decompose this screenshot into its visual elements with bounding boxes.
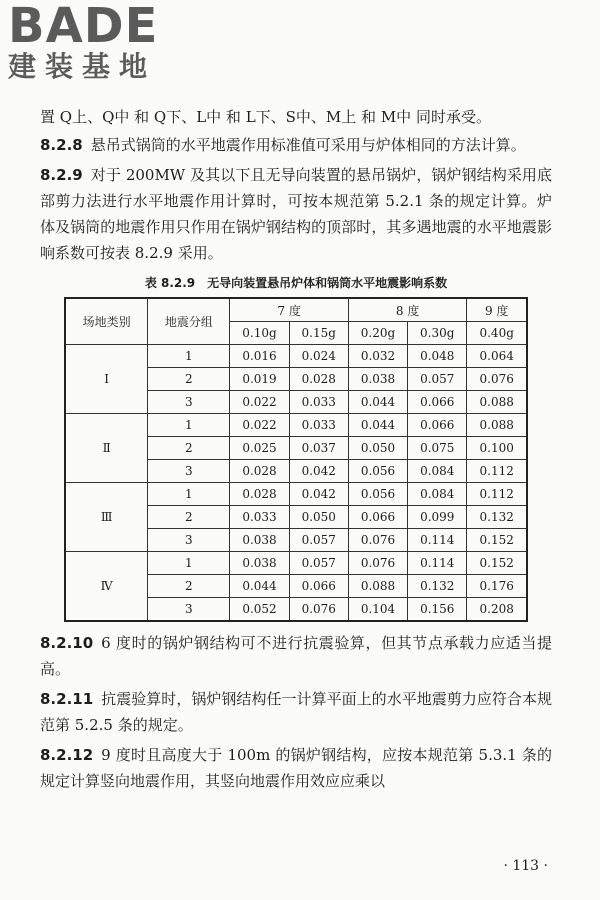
value-cell: 0.114 [408,552,467,575]
value-cell: 0.064 [467,345,527,368]
group-cell: 1 [148,552,230,575]
value-cell: 0.084 [408,460,467,483]
value-cell: 0.132 [408,575,467,598]
table-row [65,483,527,506]
value-cell: 0.057 [289,529,348,552]
value-cell: 0.050 [289,506,348,529]
value-cell: 0.066 [408,391,467,414]
clause-number: 8.2.8 [40,136,83,154]
value-cell: 0.016 [230,345,289,368]
clause-number: 8.2.9 [40,166,83,184]
publisher-logo [8,2,178,82]
header-accel: 0.15g [289,322,348,345]
group-cell: 3 [148,529,230,552]
value-cell: 0.076 [348,529,407,552]
clause-text: 对于 200MW 及其以下且无导向装置的悬吊锅炉，锅炉钢结构采用底部剪力法进行水平地震作用计算时，可按本规范第 5.2.1 条的规定计算。炉体及锅筒的地震作用只作用在锅炉钢结构的顶部时，其多遇地震的水平地震影响系数可按表 8.2.9 采用。 [40,166,552,262]
value-cell: 0.052 [230,598,289,622]
value-cell: 0.028 [230,483,289,506]
value-cell: 0.088 [467,414,527,437]
value-cell: 0.033 [289,391,348,414]
value-cell: 0.066 [289,575,348,598]
value-cell: 0.100 [467,437,527,460]
group-cell: 2 [148,368,230,391]
clause-8-2-12 [40,742,552,794]
value-cell: 0.076 [348,552,407,575]
value-cell: 0.208 [467,598,527,622]
group-cell: 2 [148,506,230,529]
value-cell: 0.099 [408,506,467,529]
value-cell: 0.050 [348,437,407,460]
value-cell: 0.028 [230,460,289,483]
value-cell: 0.044 [348,414,407,437]
value-cell: 0.019 [230,368,289,391]
clause-text: 抗震验算时，锅炉钢结构任一计算平面上的水平地震剪力应符合本规范第 5.2.5 条的规定。 [40,690,552,734]
value-cell: 0.156 [408,598,467,622]
value-cell: 0.042 [289,460,348,483]
value-cell: 0.066 [348,506,407,529]
value-cell: 0.038 [230,529,289,552]
group-cell: 2 [148,437,230,460]
group-cell: 2 [148,575,230,598]
clause-8-2-8 [40,132,552,158]
clause-8-2-10 [40,630,552,682]
site-class-cell: Ⅱ [65,414,148,483]
value-cell: 0.076 [289,598,348,622]
header-accel: 0.30g [408,322,467,345]
value-cell: 0.066 [408,414,467,437]
value-cell: 0.032 [348,345,407,368]
value-cell: 0.038 [348,368,407,391]
header-intensity-7: 7 度 [230,298,349,322]
clause-8-2-9 [40,162,552,266]
value-cell: 0.152 [467,529,527,552]
table-row [65,345,527,368]
value-cell: 0.056 [348,460,407,483]
value-cell: 0.057 [289,552,348,575]
logo-subtitle: 建装基地 [8,50,157,83]
value-cell: 0.038 [230,552,289,575]
value-cell: 0.025 [230,437,289,460]
clause-text: 悬吊式锅筒的水平地震作用标准值可采用与炉体相同的方法计算。 [90,136,526,154]
header-intensity-8: 8 度 [348,298,467,322]
clause-text: 6 度时的锅炉钢结构可不进行抗震验算，但其节点承载力应适当提高。 [40,634,552,678]
value-cell: 0.048 [408,345,467,368]
group-cell: 3 [148,391,230,414]
value-cell: 0.028 [289,368,348,391]
group-cell: 1 [148,414,230,437]
value-cell: 0.044 [230,575,289,598]
continuation-paragraph: 置 Q上、Q中 和 Q下、L中 和 L下、S中、M上 和 M中 同时承受。 [40,108,491,126]
clause-number: 8.2.11 [40,690,94,708]
value-cell: 0.104 [348,598,407,622]
value-cell: 0.033 [230,506,289,529]
logo-wordmark: BADE [8,0,159,54]
header-accel: 0.20g [348,322,407,345]
value-cell: 0.042 [289,483,348,506]
site-class-cell: Ⅲ [65,483,148,552]
group-cell: 3 [148,460,230,483]
value-cell: 0.176 [467,575,527,598]
clause-number: 8.2.10 [40,634,94,652]
value-cell: 0.152 [467,552,527,575]
value-cell: 0.132 [467,506,527,529]
table-row [65,552,527,575]
value-cell: 0.112 [467,483,527,506]
value-cell: 0.114 [408,529,467,552]
site-class-cell: Ⅰ [65,345,148,414]
value-cell: 0.022 [230,414,289,437]
value-cell: 0.044 [348,391,407,414]
seismic-coefficient-table [64,297,528,622]
value-cell: 0.075 [408,437,467,460]
group-cell: 1 [148,345,230,368]
header-intensity-9: 9 度 [467,298,527,322]
value-cell: 0.088 [348,575,407,598]
page-body [40,104,552,798]
header-group: 地震分组 [148,298,230,345]
group-cell: 3 [148,598,230,622]
table-title: 表 8.2.9 无导向装置悬吊炉体和锅筒水平地震影响系数 [144,276,448,290]
value-cell: 0.024 [289,345,348,368]
clause-8-2-11 [40,686,552,738]
table-row [65,414,527,437]
value-cell: 0.037 [289,437,348,460]
value-cell: 0.076 [467,368,527,391]
value-cell: 0.056 [348,483,407,506]
site-class-cell: Ⅳ [65,552,148,622]
header-accel: 0.10g [230,322,289,345]
header-site-class: 场地类别 [65,298,148,345]
header-accel: 0.40g [467,322,527,345]
value-cell: 0.033 [289,414,348,437]
clause-text: 9 度时且高度大于 100m 的锅炉钢结构，应按本规范第 5.3.1 条的规定计算竖向地震作用，其竖向地震作用效应应乘以 [40,746,552,790]
value-cell: 0.084 [408,483,467,506]
value-cell: 0.112 [467,460,527,483]
page-number: · 113 · [503,858,548,874]
value-cell: 0.022 [230,391,289,414]
value-cell: 0.088 [467,391,527,414]
clause-number: 8.2.12 [40,746,94,764]
value-cell: 0.057 [408,368,467,391]
group-cell: 1 [148,483,230,506]
